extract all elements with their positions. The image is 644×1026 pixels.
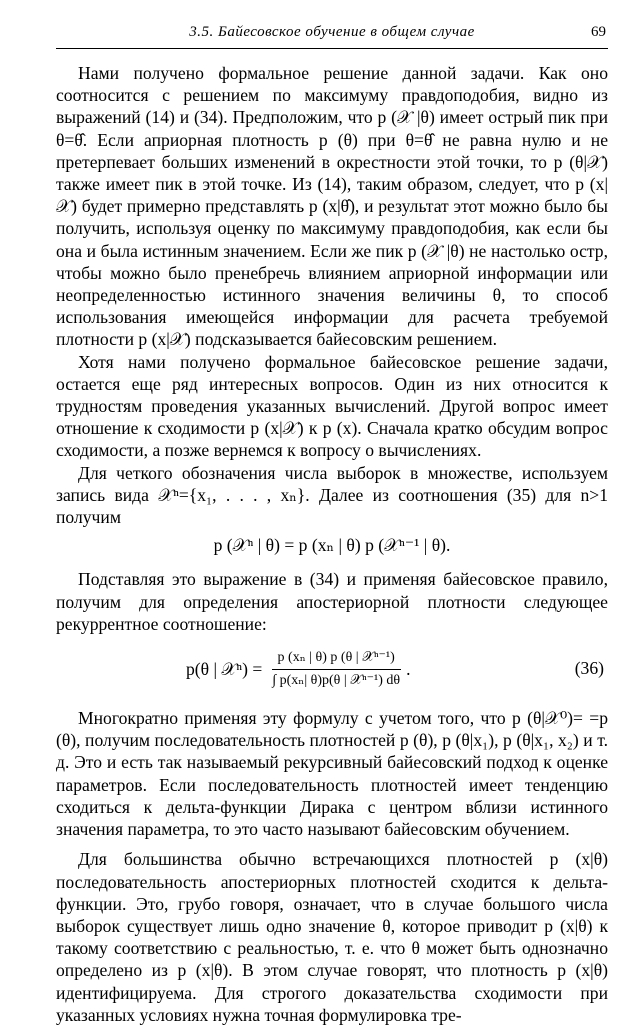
equation-lhs: p(θ | 𝒳ⁿ) = bbox=[186, 658, 263, 679]
paragraph: Нами получено формальное решение данной задачи. Как оно соотносится с решением по максимуму правдоподобия, видно из выражений (14) и (34). Предположим, что p (𝒳 |θ) имеет острый пик при θ=θ̂. Если априорная плотность p (θ) при θ=θ̂ не равна нулю и не претерпевает больших изменений в окрестности этой точки, то p (θ|𝒳) также имеет пик в этой точке. Из (14), таким образом, следует, что p (x|𝒳) будет примерно представлять p (x|θ̂), и результат этот можно было бы получить, используя оценку по максимуму правдоподобия, как если бы она и была истинным значением. Если же пик p (𝒳 |θ) не настолько остр, чтобы можно было пренебречь влиянием априорной информации или неопределенностью истинного значения величины θ, то способ использования имеющейся информации для расчета требуемой плотности p (x|𝒳) подсказывается байесовским решением. bbox=[56, 63, 608, 350]
paragraph: Для большинства обычно встречающихся плотностей p (x|θ) последовательность апостериорных плотностей сходится к дельта-функции. Это, грубо говоря, означает, что в случае большого числа выборок существует лишь одно значение θ, которое приводит p (x|θ) к такому соответствию с реальностью, т. е. что θ может быть однозначно определено из p (x|θ). В этом случае говорят, что плотность p (x|θ) идентифицируема. Для строгого доказательства сходимости при указанных условиях нужна точная формулировка тре- bbox=[56, 849, 608, 1025]
page-header bbox=[56, 22, 608, 49]
equation-36 bbox=[56, 641, 608, 697]
running-title: 3.5. Байесовское обучение в общем случае bbox=[189, 24, 475, 40]
equation-numerator: p (xₙ | θ) p (θ | 𝒳ⁿ⁻¹) bbox=[272, 649, 401, 670]
paragraph: Для четкого обозначения числа выборок в множестве, используем запись вида 𝒳ⁿ={x₁, . . . , xₙ}. Далее из соотношения (35) для n>1 получим bbox=[56, 462, 608, 528]
paragraph: Подставляя это выражение в (34) и применяя байесовское правило, получим для определения апостериорной плотности следующее рекуррентное соотношение: bbox=[56, 569, 608, 634]
paragraph: Многократно применяя эту формулу с учетом того, что p (θ|𝒳⁰)= =p (θ), получим последовательность плотностей p (θ), p (θ|x₁), p (θ|x₁, x₂) и т. д. Это и есть так называемый рекурсивный байесовский подход к оценке параметров. Если последовательность плотностей имеет тенденцию сходиться к дельта-функции Дирака с центром вблизи истинного значения параметра, то это часто называют байесовским обучением. bbox=[56, 708, 608, 840]
equation-number: (36) bbox=[574, 658, 604, 679]
paragraph: Хотя нами получено формальное байесовское решение задачи, остается еще ряд интересных вопросов. Один из них относится к трудностям проведения указанных вычислений. Другой вопрос имеет отношение к сходимости p (x|𝒳) к p (x). Сначала кратко обсудим вопрос сходимости, а позже вернемся к вопросу о вычислениях. bbox=[56, 351, 608, 461]
equation-fraction bbox=[266, 649, 406, 690]
equation-trail: . bbox=[406, 658, 411, 679]
page-number: 69 bbox=[591, 24, 606, 40]
formula-recursive-likelihood: p (𝒳ⁿ | θ) = p (xₙ | θ) p (𝒳ⁿ⁻¹ | θ). bbox=[213, 535, 451, 556]
equation-denominator: ∫ p(xₙ| θ)p(θ | 𝒳ⁿ⁻¹) dθ bbox=[272, 672, 401, 688]
paragraph-gap bbox=[56, 840, 608, 848]
page-body bbox=[56, 62, 608, 1026]
